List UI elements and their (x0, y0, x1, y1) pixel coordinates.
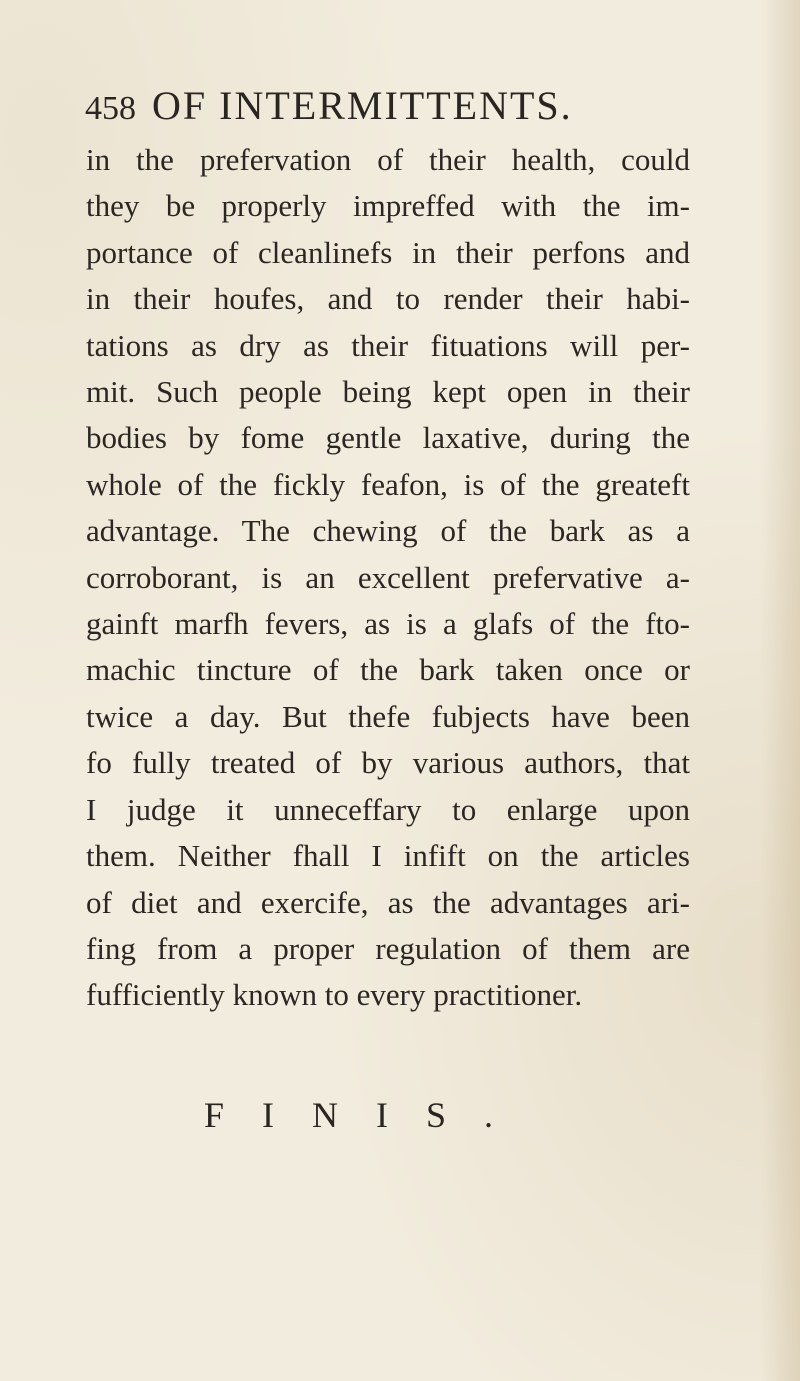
text-line: corroborant, is an excellent prefervative a- (86, 559, 690, 595)
text-line: fing from a proper regulation of them are (86, 930, 690, 966)
text-line: in the prefervation of their health, could (86, 142, 690, 177)
running-title: OF INTERMITTENTS. (152, 83, 573, 128)
text-line: gainft marfh fevers, as is a glafs of the fto- (86, 606, 690, 642)
finis-mark: FINIS. (204, 1095, 532, 1135)
text-line: advantage. The chewing of the bark as a (86, 513, 690, 549)
text-line: mit. Such people being kept open in their (86, 374, 690, 410)
text-line: whole of the fickly feafon, is of the greateft (86, 466, 690, 502)
text-line: them. Neither fhall I infift on the articles (86, 838, 690, 874)
text-line: bodies by fome gentle laxative, during the (86, 420, 690, 456)
body-text (86, 137, 690, 1019)
page-edge-shading (760, 0, 800, 1381)
text-line: they be properly impreffed with the im- (86, 188, 690, 224)
text-line: in their houfes, and to render their habi- (86, 281, 690, 317)
page-number: 458 (85, 90, 136, 127)
running-header (85, 82, 573, 129)
text-line: portance of cleanlinefs in their perfons and (86, 234, 690, 270)
text-line-last: fufficiently known to every practitioner. (86, 977, 583, 1013)
text-line: fo fully treated of by various authors, that (86, 745, 690, 781)
text-line: I judge it unneceffary to enlarge upon (86, 791, 690, 827)
text-line: twice a day. But thefe fubjects have been (86, 698, 690, 734)
text-line: machic tincture of the bark taken once or (86, 652, 690, 688)
text-line: of diet and exercife, as the advantages ari- (86, 884, 690, 920)
text-line: tations as dry as their fituations will per- (86, 327, 690, 363)
